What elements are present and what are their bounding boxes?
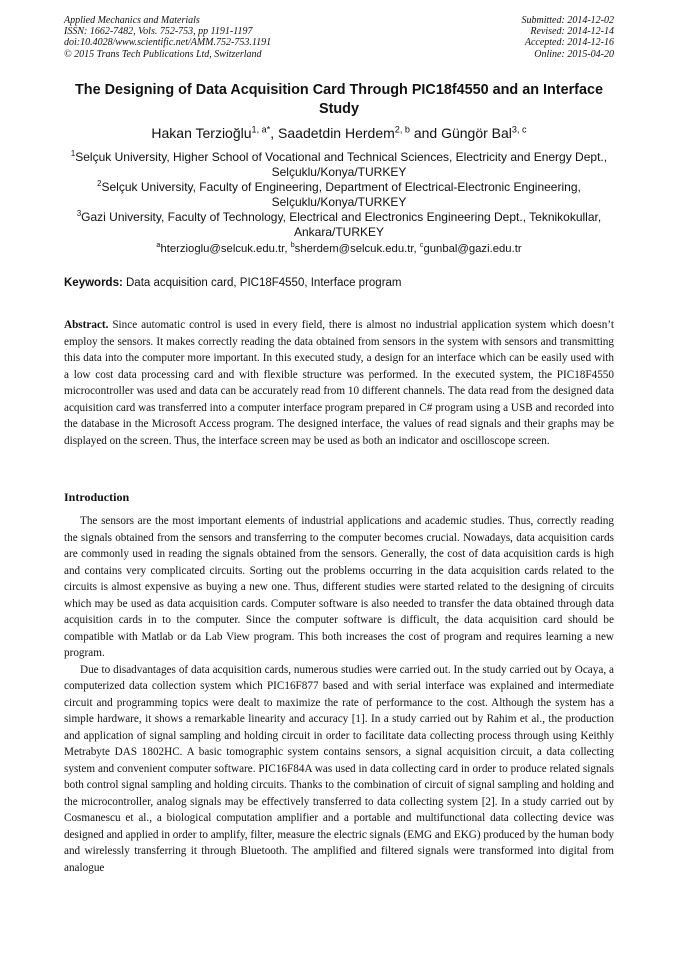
- body-paragraph: Due to disadvantages of data acquisition cards, numerous studies were carried out. In the study carried out by Ocaya, a computerized data collection system which PIC16F877 based and with serial interface was explained and intermediate circuit and programming topics were dealt to maximize the rate of performance to the cost. Although the system has a simple hardware, it shows a remarkable linearity and accuracy [1]. In a study carried out by Rahim et al., the production and application of signal sampling and holding circuit in order to facilitate data collecting process through using Keithly Metrabyte DAS 1802HC. A basic tomographic system contains sensors, a signal acquisition circuit, a data collecting system and convenient computer software. PIC16F84A was used in data collecting card in order to produce related signals both control signal sampling and holding circuits. Thanks to the combination of circuit of signal sampling and holding and the microcontroller, analog signals may be effectively transferred to data collecting system [2]. In a study carried out by Cosmanescu et al., a biological computation amplifier and a portable and multifunctional data collecting device was designed and applied in order to amplify, filter, measure the electric signals (EMG and EKG) produced by the human body and wirelessly transferring it through Bluetooth. The amplified and filtered signals were transformed into digital from analogue: [64, 663, 614, 874]
- abstract-section: [64, 317, 614, 449]
- author-list: Hakan Terzioğlu$^{1, a*}$, Saadetdin Herdem$^{2, b}$ and Güngör Bal$^{3, c}$: [151, 124, 527, 141]
- author-marker: 2, b: [394, 124, 410, 135]
- affiliation-text: Gazi University, Faculty of Technology, Electrical and Electronics Engineering Dept., Teknikokullar, Ankara/TURKEY: [81, 210, 602, 239]
- affiliation-marker: 2: [97, 179, 102, 188]
- author-name: Güngör Bal: [441, 125, 512, 141]
- email-link[interactable]: sherdem@selcuk.edu.tr: [294, 243, 414, 255]
- affiliation: [40, 150, 638, 180]
- author-marker: 3, c: [511, 124, 527, 135]
- author-name: Hakan Terzioğlu: [151, 125, 252, 141]
- affiliation-text: Selçuk University, Higher School of Vocational and Technical Sciences, Electricity and Energy Dept., Selçuklu/Konya/TURKEY: [75, 150, 608, 179]
- affiliation: [40, 180, 638, 210]
- email-link[interactable]: hterzioglu@selcuk.edu.tr: [160, 243, 285, 255]
- affiliation-marker: 3: [76, 209, 82, 218]
- paper-title: The Designing of Data Acquisition Card Through PIC18f4550 and an Interface Study: [74, 82, 603, 117]
- author-marker: 1, a*: [251, 124, 271, 135]
- doi-line: doi:10.4028/www.scientific.net/AMM.752-753.1191: [64, 37, 272, 49]
- affiliation-text: Selçuk University, Faculty of Engineering, Department of Electrical-Electronic Engineering, Selçuklu/Konya/TURKEY: [101, 180, 581, 209]
- revised-date: Revised: 2014-12-14: [530, 26, 614, 38]
- online-date: Online: 2015-04-20: [534, 48, 614, 60]
- keywords-text: Data acquisition card, PIC18F4550, Interface program: [126, 277, 402, 289]
- journal-info: [64, 15, 271, 60]
- email-marker: c: [419, 240, 424, 250]
- affiliation: [40, 210, 638, 240]
- email-list: $^a$hterzioglu@selcuk.edu.tr, $^b$sherdem@selcuk.edu.tr, $^c$gunbal@gazi.edu.tr: [156, 240, 522, 255]
- keywords-line: [64, 277, 614, 289]
- journal-name: Applied Mechanics and Materials: [64, 15, 200, 26]
- author-name: Saadetdin Herdem: [278, 125, 395, 141]
- email-marker: a: [156, 240, 161, 250]
- keywords-label: Keywords:: [64, 277, 123, 289]
- submitted-date: Submitted: 2014-12-02: [521, 15, 614, 26]
- abstract-text: Since automatic control is used in every field, there is almost no industrial application system which doesn’t employ the sensors. It makes correctly reading the data obtained from sensors in the system with sensors and transmitting this data into the computer more important. In this executed study, a design for an interface which can be easily used with a low cost data processing card and with flexible structure was performed. In the executed system, the PIC18F4550 microcontroller was used and data can be accurately read from 10 different channels. The data read from the designed data acquisition card was transferred into a computer interface program prepared in C# program using a USB and recorded into the database in the Microsoft Access program. The designed interface, the values of read signals and their graphs may be displayed on the screen. Thus, the interface screen may be used as both an indicator and oscilloscope screen.: [64, 319, 614, 447]
- email-link[interactable]: gunbal@gazi.edu.tr: [423, 243, 522, 255]
- issn-line: ISSN: 1662-7482, Vols. 752-753, pp 1191-1197: [64, 26, 253, 38]
- introduction-heading: Introduction: [64, 490, 130, 504]
- affiliation-marker: 1: [70, 149, 76, 158]
- accepted-date: Accepted: 2014-12-16: [524, 37, 614, 49]
- introduction-body: [64, 513, 614, 876]
- submission-dates: [522, 15, 615, 60]
- body-paragraph: The sensors are the most important elements of industrial applications and academic studies. Thus, correctly reading the signals obtained from the sensors and transferring to the computer becomes crucial. Nowadays, data acquisition cards are commonly used in reading the signals obtained from the sensors. Generally, the cost of data acquisition cards is high and contains very complicated circuits. Sorting out the problems occurring in the data acquisition cards related to the circuits is almost expensive as buying a new one. Thus, different studies were started related to the designing of circuits which may be used as data acquisition cards. Computer software is also needed to transfer the data obtained through data acquisition cards in to the computer. Since the computer software is difficult, the data acquisition card should be compatible with Matlab or da Lab View program. This both increases the cost of program and requires learning a new program.: [64, 515, 614, 659]
- abstract-label: Abstract.: [64, 319, 109, 331]
- email-marker: b: [290, 240, 295, 250]
- copyright-line: © 2015 Trans Tech Publications Ltd, Switzerland: [64, 48, 262, 60]
